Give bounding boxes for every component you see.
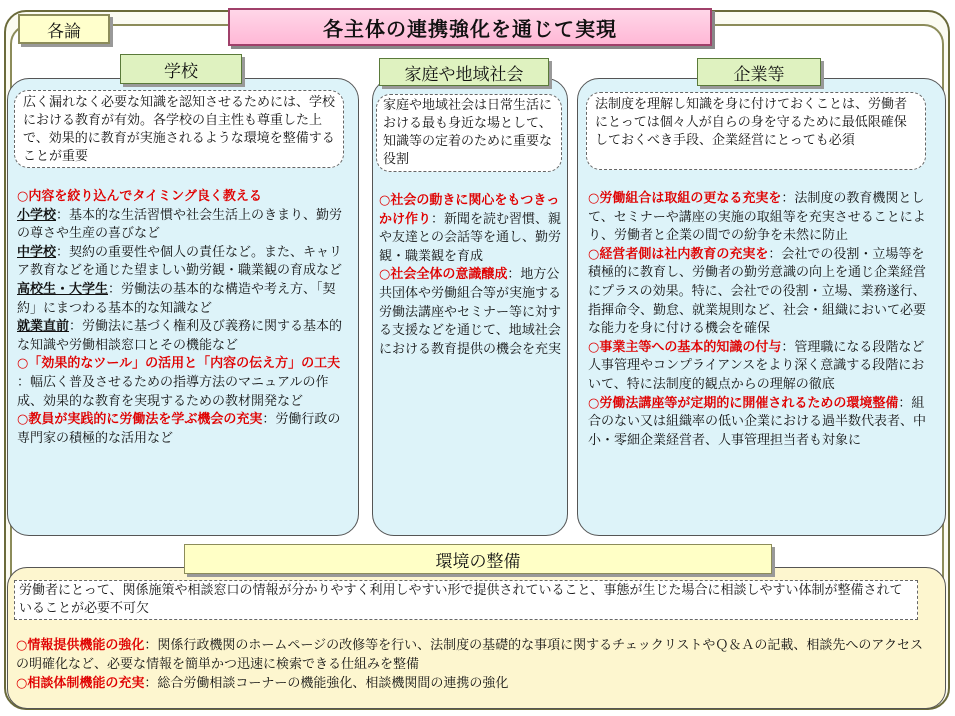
job-text: ：労働法に基づく権利及び義務に関する基本的な知識や労働相談窓口とその機能など: [17, 319, 343, 353]
school-point-3-text: ：労働行政の専門家の積極的な活用など: [17, 412, 341, 446]
environment-intro: 労働者にとって、関係施策や相談窓口の情報が分かりやすく利用しやすい形で提供されていること、事態が生じた場合に相談しやすい体制が整備されていることが必要不可欠: [14, 580, 918, 620]
high-head: 高校生・大学生: [17, 281, 109, 297]
family-body: [379, 192, 565, 359]
job-head: 就業直前: [17, 319, 70, 335]
company-point-2-head: ○経営者側は社内教育の充実を: [588, 246, 769, 262]
company-point-3-text: ：管理職になる段階など人事管理やコンプライアンスをより深く意識する段階において、特に法制度的観点からの理解の徹底: [588, 339, 925, 392]
environment-label: 環境の整備: [184, 544, 772, 574]
school-high: [17, 281, 347, 318]
environment-point-2-head: ○相談体制機能の充実: [16, 676, 145, 691]
company-point-4-head: ○労働法講座等が定期的に開催されるための環境整備: [588, 395, 899, 411]
school-job: [17, 318, 347, 355]
junior-head: 中学校: [17, 244, 57, 260]
school-point-2: ○「効果的なツール」の活用と「内容の伝え方」の工夫: [17, 356, 341, 372]
family-point-1: [379, 192, 565, 266]
environment-point-1: [16, 636, 934, 674]
environment-body: [16, 636, 934, 693]
company-point-3-head: ○事業主等への基本的知識の付与: [588, 339, 782, 355]
company-point-2-text: ：会社での役割・立場等を積極的に教育し、労働者の勤労意識の向上を通じ企業経営にプラスの効果。特に、会社での役割・立場、業務遂行、指揮命令、勤怠、就業規則など、社会・組織において必要な能力を身に付ける機会を確保: [588, 246, 927, 337]
environment-point-2: [16, 674, 934, 693]
section-tag: 各論: [18, 14, 110, 44]
family-point-2-text: ：地方公共団体や労働組合等が実施する労働法講座やセミナー等に対する支援などを通じて、地域社会における教育提供の機会を充実: [379, 267, 562, 357]
elem-text: ：基本的な生活習慣や社会生活上のきまり、勤労の尊さや生産の喜びなど: [17, 207, 343, 242]
family-point-2-head: ○社会全体の意識醸成: [379, 267, 508, 283]
company-body: [588, 190, 930, 450]
school-intro: 広く漏れなく必要な知識を認知させるためには、学校における教育が有効。各学校の自主性も尊重した上で、効果的に教育が実施されるような環境を整備することが重要: [14, 90, 344, 168]
junior-text: ：契約の重要性や個人の責任など。また、キャリア教育などを通じた望ましい勤労観・職業観の育成など: [17, 244, 343, 279]
company-point-1: [588, 190, 930, 246]
school-point-2-text: ：幅広く普及させるための指導方法のマニュアルの作成、効果的な教育を実現するための教材開発など: [17, 374, 329, 409]
family-point-1-head: ○社会の動きに関心をもつきっかけ作り: [379, 193, 560, 227]
family-intro: 家庭や地域社会は日常生活における最も身近な場として、知識等の定着のために重要な役割: [376, 94, 562, 172]
company-intro: 法制度を理解し知識を身に付けておくことは、労働者にとっては個々人が自らの身を守るために最低限確保しておくべき手段、企業経営にとっても必須: [586, 92, 926, 170]
environment-point-1-head: ○情報提供機能の強化: [16, 638, 145, 653]
family-label: 家庭や地域社会: [379, 58, 549, 86]
family-point-2: [379, 266, 565, 359]
page-title: 各主体の連携強化を通じて実現: [228, 8, 712, 46]
company-point-1-head: ○労働組合は取組の更なる充実を: [588, 191, 782, 206]
school-label: 学校: [120, 54, 242, 84]
school-elem: [17, 207, 347, 244]
school-junior: [17, 244, 347, 281]
company-label: 企業等: [697, 58, 821, 86]
company-point-3: [588, 339, 930, 395]
company-point-4-text: ：組合のない又は組織率の低い企業における過半数代表者、中小・零細企業経営者、人事管理担当者も対象に: [588, 395, 927, 448]
family-point-1-text: ：新聞を読む習慣、親や友達との会話等を通し、勤労観・職業観を育成: [379, 211, 562, 264]
school-point-3: [17, 411, 347, 448]
company-point-1-text: ：法制度の教育機関として、セミナーや講座の実施の取組等を充実させることにより、労働者と企業の間での紛争を未然に防止: [588, 191, 926, 244]
school-body: [17, 188, 347, 448]
school-point-1: ○内容を絞り込んでタイミング良く教える: [17, 189, 262, 204]
high-text: ：労働法の基本的な構造や考え方、「契約」にまつわる基本的な知識など: [17, 281, 336, 316]
elem-head: 小学校: [17, 207, 57, 223]
company-point-2: [588, 246, 930, 339]
school-point-3-head: ○教員が実践的に労働法を学ぶ機会の充実: [17, 412, 263, 428]
company-point-4: [588, 395, 930, 451]
environment-point-1-text: ：関係行政機関のホームページの改修等を行い、法制度の基礎的な事項に関するチェックリストやＱ＆Ａの記載、相談先へのアクセスの明確化など、必要な情報を簡単かつ迅速に検索できる仕組みを整備: [16, 638, 924, 672]
environment-point-2-text: ：総合労働相談コーナーの機能強化、相談機関間の連携の強化: [144, 676, 509, 691]
